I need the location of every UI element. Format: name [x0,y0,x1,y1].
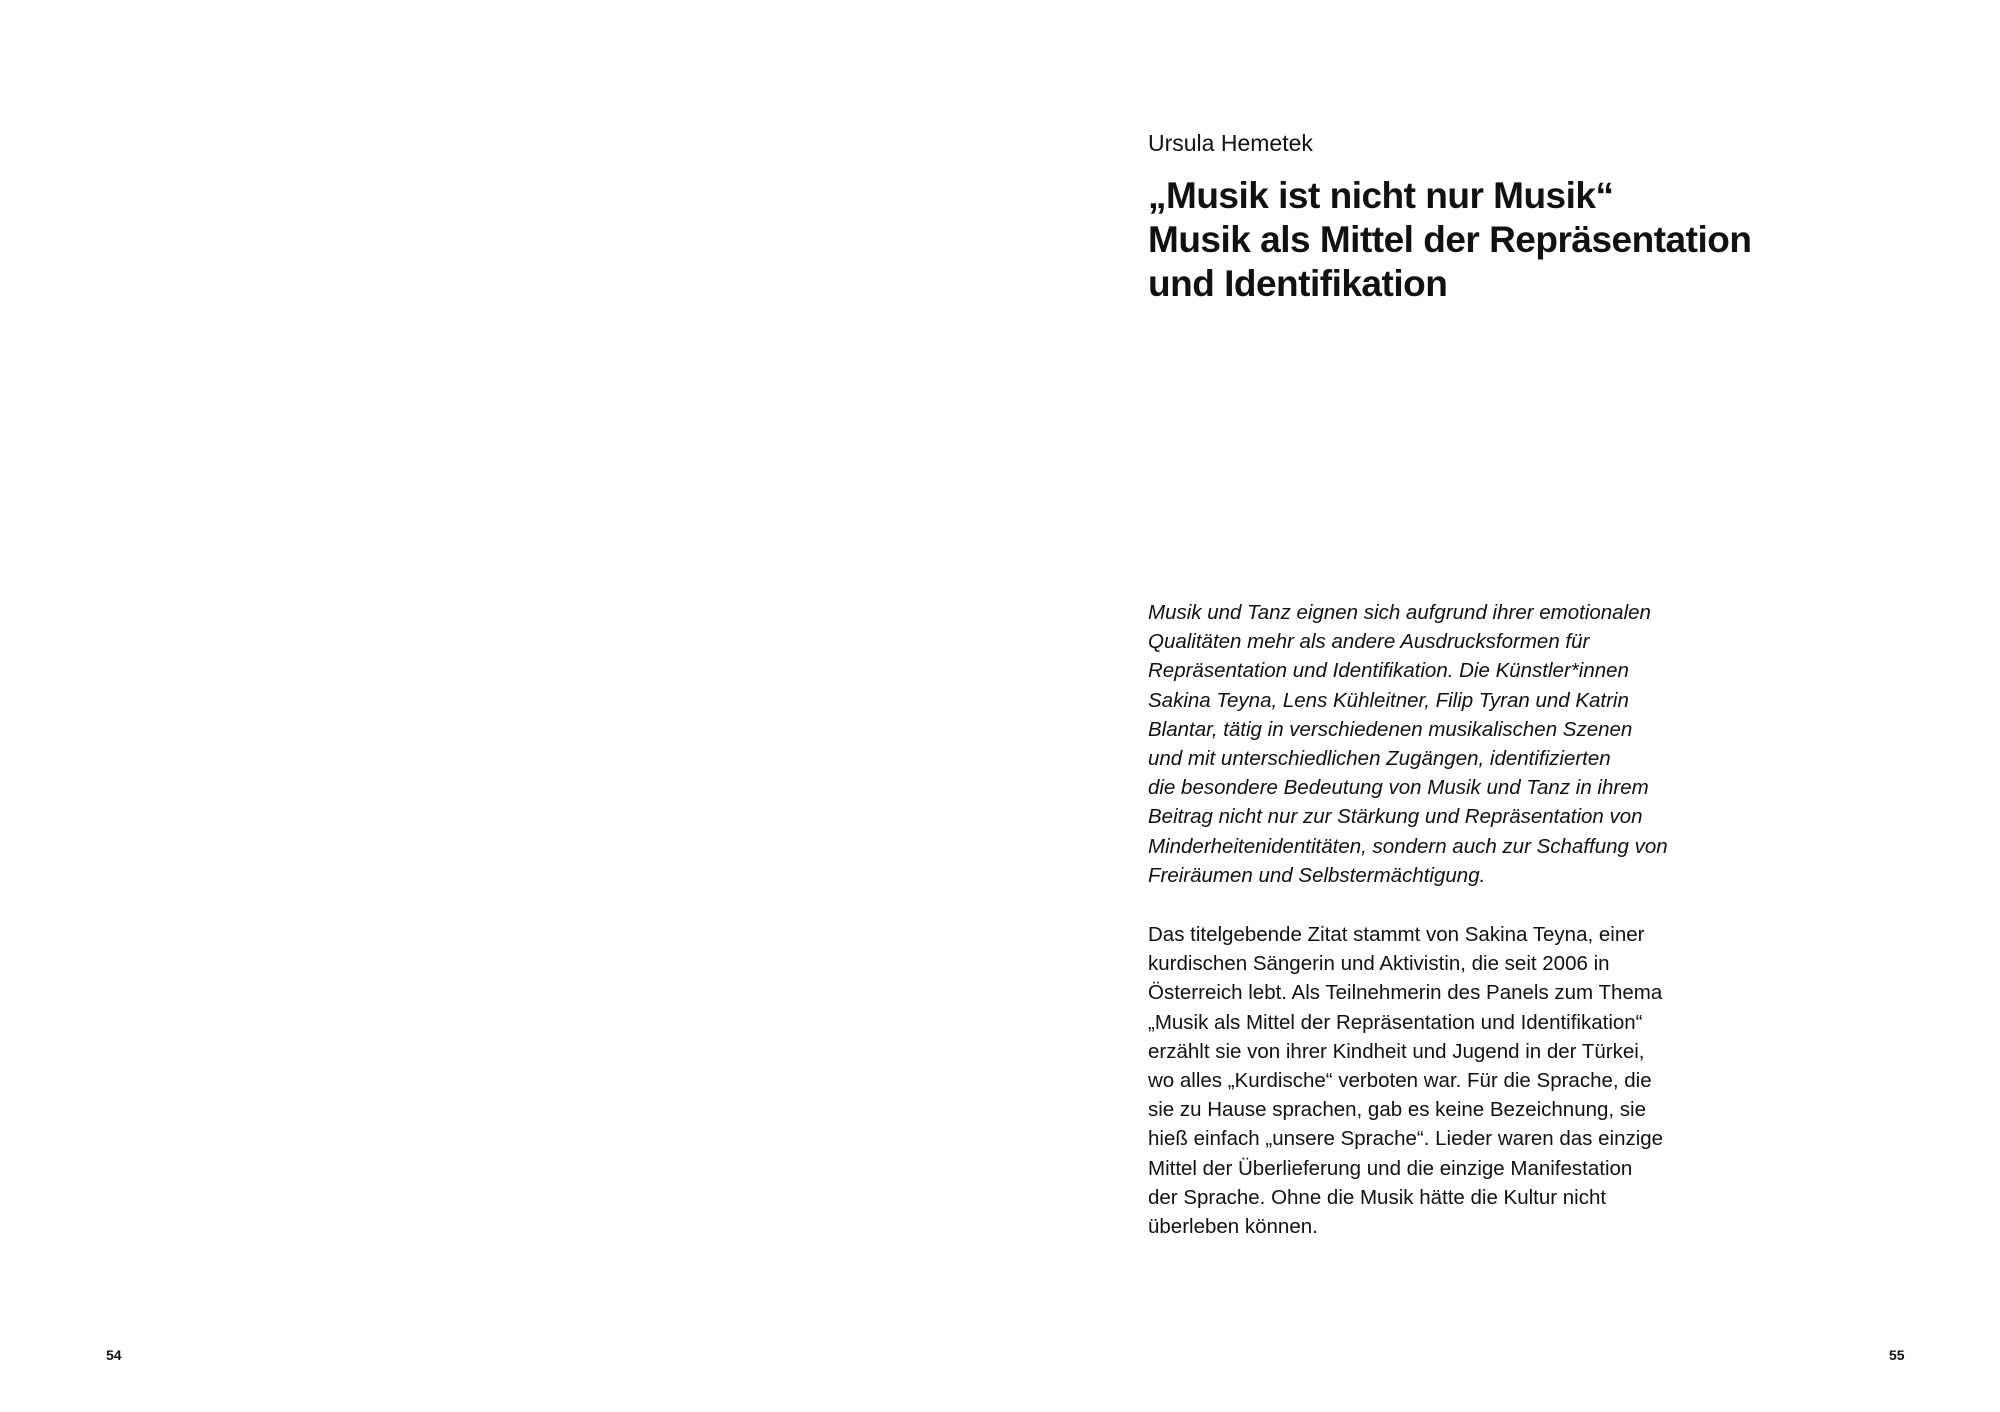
author-name: Ursula Hemetek [1148,130,1313,156]
body-line: der Sprache. Ohne die Musik hätte die Kultur nicht [1148,1185,1607,1209]
title-line: und Identifikation [1148,263,1448,304]
abstract-line: Minderheitenidentitäten, sondern auch zur Schaffung von [1148,834,1668,858]
body-line: Mittel der Überlieferung und die einzige Manifestation [1148,1156,1633,1180]
abstract-line: Repräsentation und Identifikation. Die Künstler*innen [1148,659,1629,683]
abstract-paragraph [1148,598,1748,890]
body-paragraph [1148,920,1748,1241]
body-line: kurdischen Sängerin und Aktivistin, die seit 2006 in [1148,952,1610,976]
body-line: „Musik als Mittel der Repräsentation und Identifikation“ [1148,1010,1643,1034]
abstract-line: die besondere Bedeutung von Musik und Tanz in ihrem [1148,776,1649,800]
body-line: Das titelgebende Zitat stammt von Sakina Teyna, einer [1148,923,1645,946]
title-line: „Musik ist nicht nur Musik“ [1148,175,1614,216]
right-page [1000,0,2000,1412]
article-title [1148,174,1908,306]
abstract-line: Freiräumen und Selbstermächtigung. [1148,863,1486,887]
abstract-line: Blantar, tätig in verschiedenen musikalischen Szenen [1148,717,1633,741]
body-line: sie zu Hause sprachen, gab es keine Bezeichnung, sie [1148,1098,1647,1122]
body-line: hieß einfach „unsere Sprache“. Lieder waren das einzige [1148,1127,1664,1151]
page-number-right: 55 [1889,1347,1905,1363]
abstract-line: Musik und Tanz eignen sich aufgrund ihrer emotionalen [1148,601,1651,624]
body-line: überleben können. [1148,1215,1318,1239]
abstract-line: Qualitäten mehr als andere Ausdrucksformen für [1148,630,1590,654]
abstract-line: Sakina Teyna, Lens Kühleitner, Filip Tyran und Katrin [1148,688,1629,712]
body-line: erzählt sie von ihrer Kindheit und Jugend in der Türkei, [1148,1039,1645,1063]
body-line: wo alles „Kurdische“ verboten war. Für die Sprache, die [1148,1069,1652,1093]
abstract-line: Beitrag nicht nur zur Stärkung und Repräsentation von [1148,805,1643,829]
abstract-line: und mit unterschiedlichen Zugängen, identifizierten [1148,747,1611,771]
body-line: Österreich lebt. Als Teilnehmerin des Panels zum Thema [1148,981,1663,1005]
page-number-left: 54 [106,1347,122,1363]
title-line: Musik als Mittel der Repräsentation [1148,219,1752,260]
